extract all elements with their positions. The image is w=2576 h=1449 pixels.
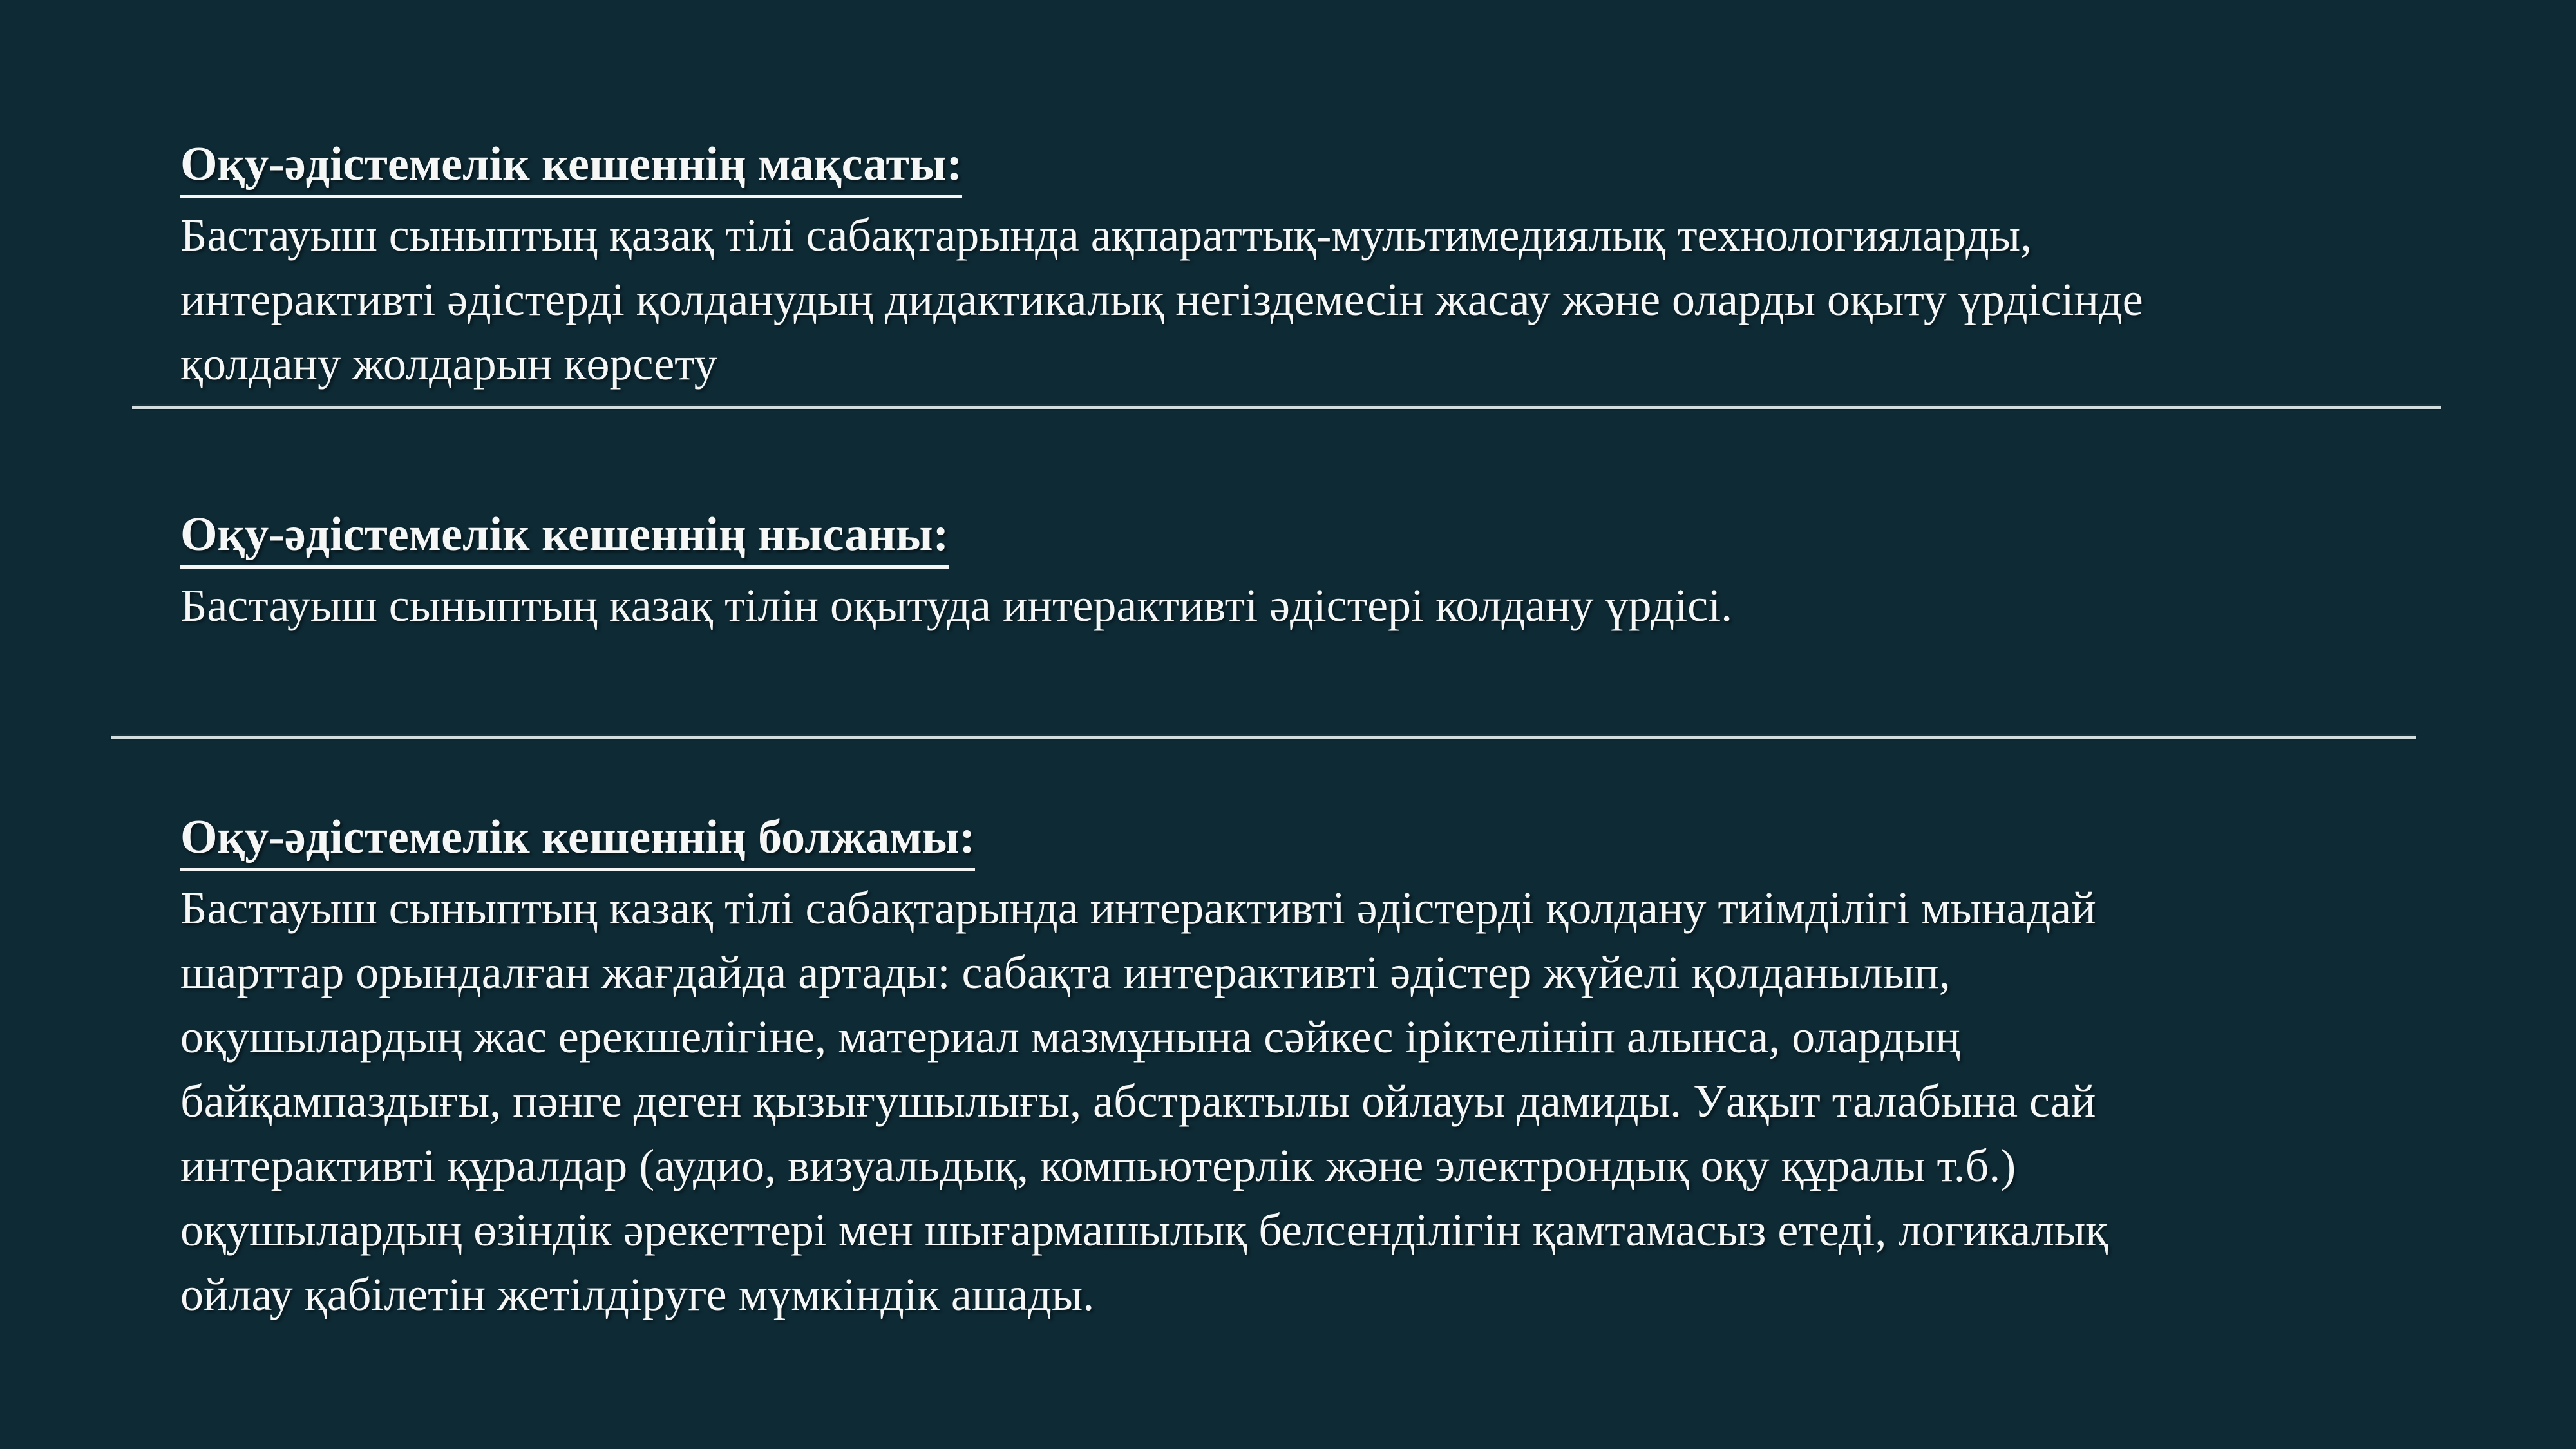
section-hypothesis-body-line: Бастауыш сыныптың казақ тілі сабақтарында интерактивті әдістерді қолдану тиімділігі мынадай [180, 882, 2096, 934]
section-goal-body-line: қолдану жолдарын көрсету [180, 338, 717, 390]
section-hypothesis-body-line: оқушылардың өзіндік әрекеттері мен шығармашылық белсенділігін қамтамасыз етеді, логикалық [180, 1204, 2108, 1256]
section-hypothesis [180, 805, 2447, 1327]
section-hypothesis-body-line: оқушылардың жас ерекшелігіне, материал мазмұнына сәйкес іріктелініп алынса, олардың [180, 1011, 1960, 1063]
horizontal-divider [132, 404, 2441, 409]
section-object-body-line: Бастауыш сыныптың казақ тілін оқытуда интерактивті әдістері колдану үрдісі. [180, 580, 1733, 631]
section-hypothesis-heading-text: Оқу-әдістемелік кешеннің болжамы: [180, 811, 975, 871]
section-goal-body-line: Бастауыш сыныптың қазақ тілі сабақтарында ақпараттық-мультимедиялық технологияларды, [180, 209, 2032, 261]
section-hypothesis-body-line: интерактивті құралдар (аудио, визуальдық, компьютерлік және электрондық оқу құралы т.б.) [180, 1140, 2016, 1191]
horizontal-divider [111, 734, 2416, 739]
section-object-heading-text: Оқу-әдістемелік кешеннің нысаны: [180, 508, 949, 569]
section-goal-body-line: интерактивті әдістерді қолданудың дидактикалық негіздемесін жасау және оларды оқыту үрдісінде [180, 274, 2143, 325]
section-goal [180, 132, 2447, 396]
section-object [180, 502, 2447, 638]
section-hypothesis-body-line: байқампаздығы, пәнге деген қызығушылығы, абстрактылы ойлауы дамиды. Уақыт талабына сай [180, 1075, 2096, 1127]
section-goal-heading-text: Оқу-әдістемелік кешеннің мақсаты: [180, 138, 962, 198]
section-hypothesis-body-line: ойлау қабілетін жетілдіруге мүмкіндік ашады. [180, 1269, 1095, 1320]
section-hypothesis-heading [180, 805, 2447, 869]
section-object-heading [180, 502, 2447, 567]
section-goal-heading [180, 132, 2447, 196]
section-hypothesis-body-line: шарттар орындалған жағдайда артады: сабақта интерактивті әдістер жүйелі қолданылып, [180, 947, 1951, 998]
